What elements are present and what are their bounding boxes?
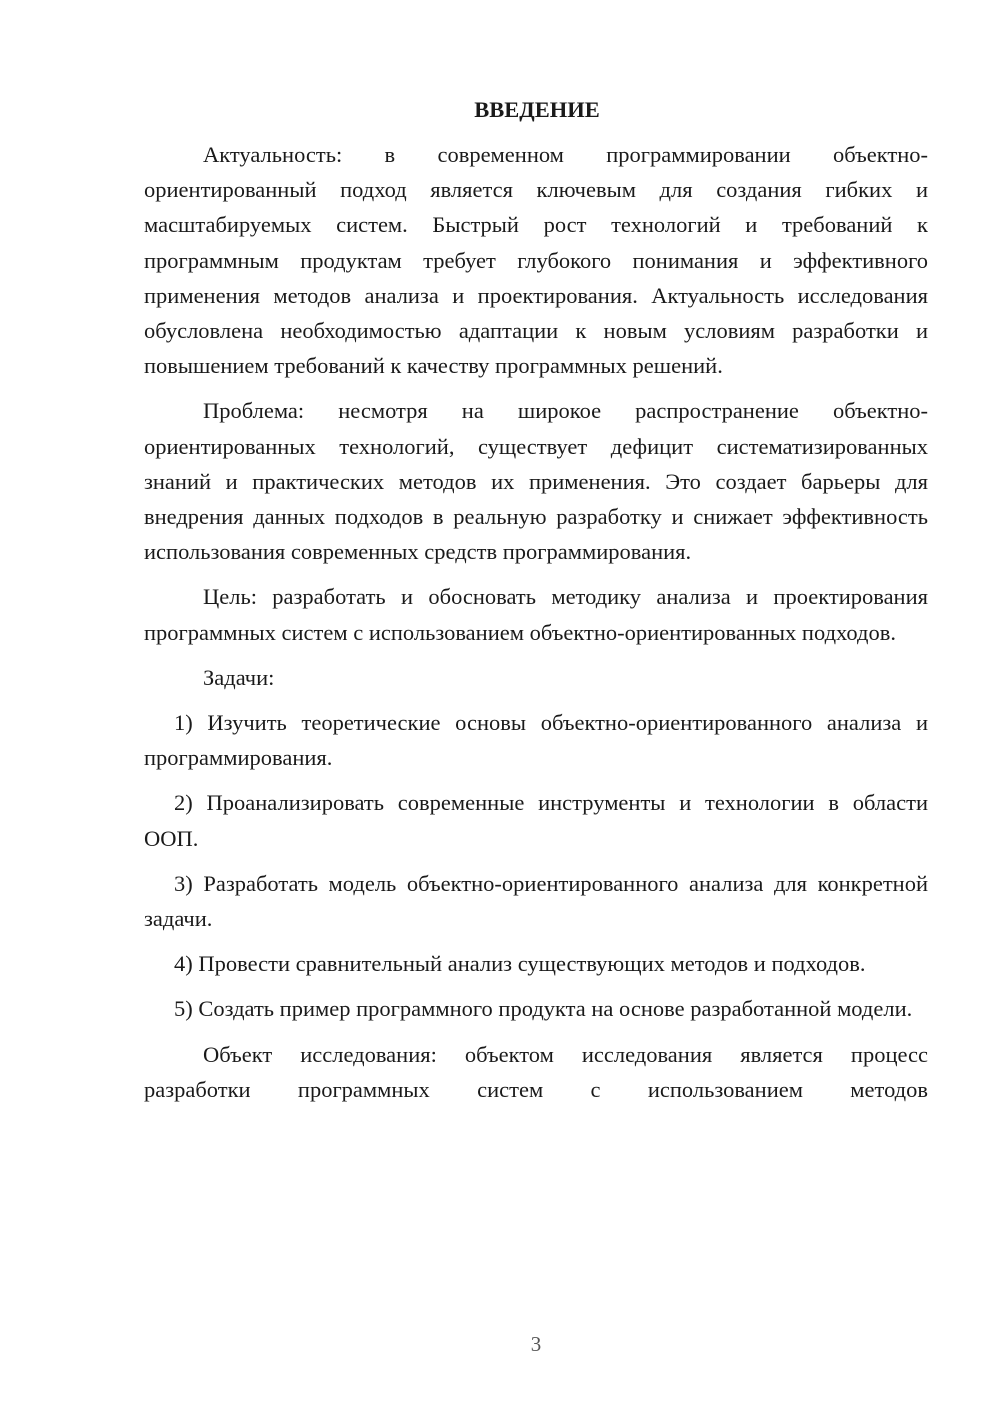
task-item-5: 5) Создать пример программного продукта на основе разработанной модели. xyxy=(174,996,913,1022)
paragraph-relevance: Актуальность: в современном программировании объектно-ориентированный подход является ключевым для создания гибких и масштабируемых систем. Быстрый рост технологий и требований к программным продуктам требует глубокого понимания и эффективного применения методов анализа и проектирования. Актуальность исследования обусловлена необходимостью адаптации к новым условиям разработки и повышением требований к качеству программных решений. xyxy=(144,142,928,379)
task-item-3: 3) Разработать модель объектно-ориентированного анализа для конкретной задачи. xyxy=(144,870,928,932)
page-number: 3 xyxy=(530,1332,542,1356)
task-item-4: 4) Провести сравнительный анализ существующих методов и подходов. xyxy=(174,951,866,977)
paragraph-problem: Проблема: несмотря на широкое распространение объектно-ориентированных технологий, существует дефицит систематизированных знаний и практических методов их применения. Это создает барьеры для внедрения данных подходов в реальную разработку и снижает эффективность использования современных средств программирования. xyxy=(144,398,928,565)
tasks-heading: Задачи: xyxy=(203,664,275,690)
task-item-1: 1) Изучить теоретические основы объектно-ориентированного анализа и программирования. xyxy=(144,710,928,771)
task-item-2: 2) Проанализировать современные инструменты и технологии в области ООП. xyxy=(144,790,928,851)
paragraph-goal: Цель: разработать и обосновать методику анализа и проектирования программных систем с использованием объектно-ориентированных подходов. xyxy=(144,584,928,645)
section-title: ВВЕДЕНИЕ xyxy=(474,97,600,122)
paragraph-research-object: Объект исследования: объектом исследования является процесс разработки программных систем с использованием методов xyxy=(144,1041,928,1102)
page-content xyxy=(144,92,928,1107)
